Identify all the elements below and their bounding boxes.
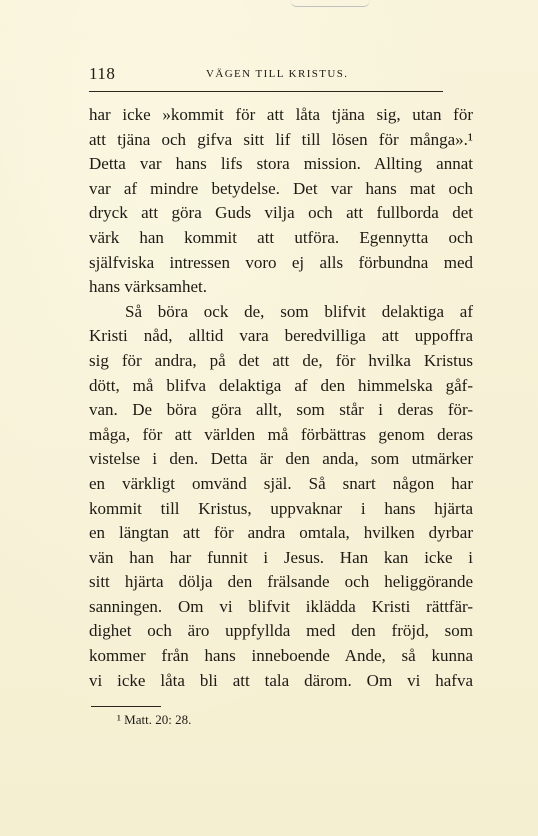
text-line: sanningen. Om vi blifvit iklädda Kristi rättfär- <box>89 596 473 616</box>
body-text <box>89 103 473 693</box>
text-line: Kristi nåd, alltid vara beredvilliga att uppoffra <box>89 326 473 346</box>
text-line: har icke »kommit för att låta tjäna sig, utan för <box>89 105 473 124</box>
text-line: sitt hjärta dölja den frälsande och heliggörande <box>89 572 473 592</box>
text-line: dött, må blifva delaktiga af den himmelska gåf- <box>89 375 473 395</box>
text-line: kommit till Kristus, uppvaknar i hans hjärta <box>89 498 473 518</box>
text-line: kommer från hans inneboende Ande, så kunna <box>89 646 473 666</box>
page-edge-mark <box>290 0 370 7</box>
text-line: Detta var hans lifs stora mission. Allting annat <box>89 154 473 174</box>
text-line: en längtan att för andra omtala, hvilken dyrbar <box>89 523 473 543</box>
text-line: vän han har funnit i Jesus. Han kan icke i <box>89 547 473 567</box>
header-rule <box>89 91 443 92</box>
footnote-rule <box>91 706 161 707</box>
text-line: var af mindre betydelse. Det var hans mat och <box>89 178 473 198</box>
text-line: värk han kommit att utföra. Egennytta och <box>89 227 473 247</box>
running-title: VÄGEN TILL KRISTUS. <box>206 68 349 80</box>
text-line: van. De böra göra allt, som står i deras för- <box>89 400 473 420</box>
page-number: 118 <box>89 64 116 83</box>
text-line: dryck att göra Guds vilja och att fullborda det <box>89 203 473 223</box>
footnote-text: Matt. 20: 28. <box>124 712 192 727</box>
text-line: dighet och äro uppfyllda med den fröjd, som <box>89 621 473 641</box>
text-line: sig för andra, på det att de, för hvilka Kristus <box>89 350 473 370</box>
text-line: måga, för att världen må förbättras genom deras <box>89 424 473 444</box>
text-line: att tjäna och gifva sitt lif till lösen för många».¹ <box>89 129 473 149</box>
page-header <box>89 64 443 88</box>
text-line: själfviska intressen voro ej alls förbundna med <box>89 252 473 272</box>
text-line: vi icke låta bli att tala därom. Om vi hafva <box>89 670 473 690</box>
text-line: en värkligt omvänd själ. Så snart någon har <box>89 473 473 493</box>
text-line: vistelse i den. Detta är den anda, som utmärker <box>89 449 473 469</box>
text-line: hans värksamhet. <box>89 277 208 297</box>
text-line: Så böra ock de, som blifvit delaktiga af <box>125 301 473 321</box>
footnote-marker: ¹ <box>117 712 121 727</box>
footnote <box>117 712 191 728</box>
